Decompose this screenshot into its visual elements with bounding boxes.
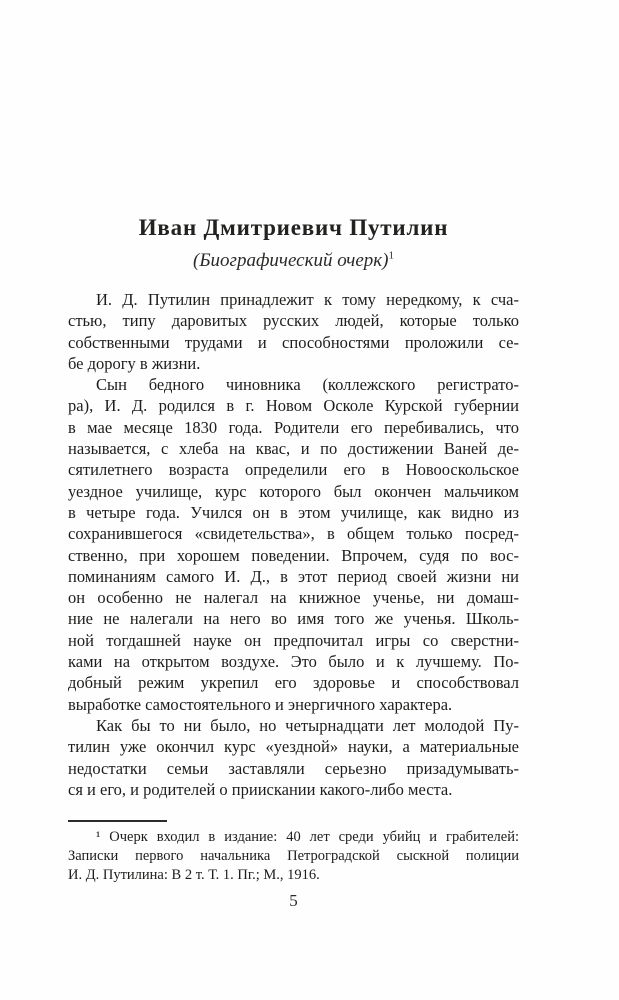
chapter-subtitle-text: (Биографический очерк) [193,250,389,271]
chapter-subtitle [68,247,519,274]
body-line: ной тогдашней науке он предпочитал игры со сверстни- [68,630,519,650]
body-line: бе дорогу в жизни. [68,353,201,373]
footnote-line: И. Д. Путилина: В 2 т. Т. 1. Пг.; М., 1916. [68,867,320,884]
body-line: выработке самостоятельного и энергичного характера. [68,694,453,714]
footnote-line: ¹ Очерк входил в издание: 40 лет среди убийц и грабителей: [96,829,519,845]
footnote-line: Записки первого начальника Петроградской сыскной полиции [68,848,519,865]
body-line: уездное училище, курс которого был окончен мальчиком [68,481,519,501]
footnote [68,828,519,886]
body-line: Как бы то ни было, но четырнадцати лет молодой Пу- [96,715,519,735]
body-line: сохранившегося «свидетельства», в общем только посред- [68,524,519,544]
body-line: в четыре года. Учился он в этом училище, как видно из [68,502,519,522]
body-line: ра), И. Д. родился в г. Новом Осколе Курской губернии [68,396,519,416]
body-line: Сын бедного чиновника (коллежского регистрато- [96,375,519,395]
body-line: он особенно не налегал на книжное ученье, ни домаш- [68,588,519,608]
body-line: ками на открытом воздухе. Это было и к лучшему. По- [68,652,519,672]
body-line: стью, типу даровитых русских людей, которые только [68,311,519,331]
body-line: сятилетнего возраста определили его в Новооскольское [68,460,519,480]
text-column [68,0,519,1000]
body-line: в мае месяце 1830 года. Родители его перебивались, что [68,417,519,437]
body-text [68,289,519,800]
footnote-reference: 1 [388,249,394,262]
body-line: недостатки семьи заставляли серьезно призадумывать- [68,758,519,778]
body-line: ся и его, и родителей о приискании какого-либо места. [68,779,453,799]
chapter-title: Иван Дмитриевич Путилин [138,215,449,240]
body-line: тилин уже окончил курс «уездной» науки, а материальные [68,737,519,757]
body-line: ственно, при хорошем поведении. Впрочем, судя по вос- [68,545,519,565]
body-line: называется, с хлеба на квас, и по достижении Ваней де- [68,439,519,459]
page-number: 5 [289,891,298,910]
body-line: ние не налегали на него во имя того же ученья. Школь- [68,609,519,629]
body-line: поминаниям самого И. Д., в этот период своей жизни ни [68,566,519,586]
body-line: И. Д. Путилин принадлежит к тому нередкому, к сча- [96,290,519,309]
body-line: собственными трудами и способностями проложили се- [68,332,519,352]
footnote-separator [68,820,167,822]
body-line: добный режим укрепил его здоровье и способствовал [68,673,519,693]
